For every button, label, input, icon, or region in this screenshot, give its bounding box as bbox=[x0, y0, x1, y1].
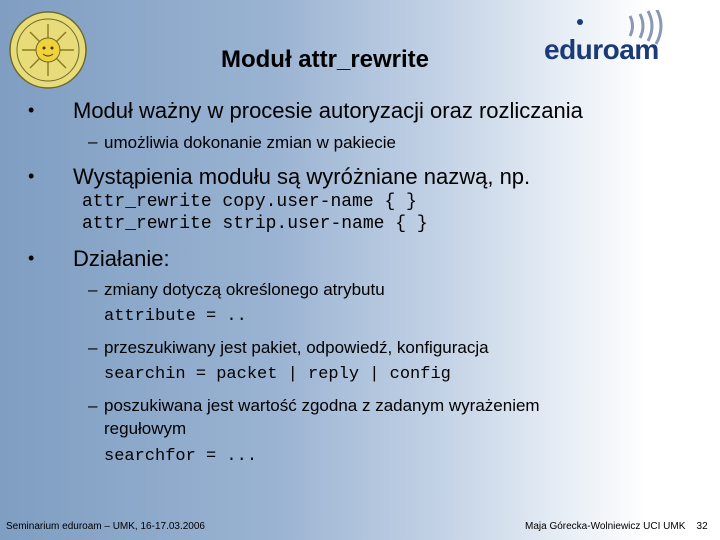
sub-bullet-text: poszukiwana jest wartość zgodna z zadanym wyrażeniem bbox=[104, 396, 540, 415]
university-emblem-logo bbox=[8, 8, 88, 92]
bullet-text: Moduł ważny w procesie autoryzacji oraz rozliczania bbox=[73, 98, 583, 123]
sub-bullet-mark: – bbox=[88, 338, 98, 357]
sub-bullet-mark: – bbox=[88, 132, 98, 151]
code-line: searchfor = ... bbox=[104, 447, 258, 466]
eduroam-wordmark bbox=[544, 34, 659, 66]
bullet-mark: • bbox=[28, 166, 35, 186]
bullet-text: Wystąpienia modułu są wyróżniane nazwą, np. bbox=[73, 164, 531, 189]
bullet-mark: • bbox=[28, 100, 35, 120]
slide-title: Moduł attr_rewrite bbox=[220, 46, 430, 73]
code-line: attr_rewrite strip.user-name { } bbox=[82, 214, 428, 234]
sub-bullet-mark: – bbox=[88, 280, 98, 299]
page-number: 32 bbox=[696, 521, 708, 532]
sub-bullet-continuation: regułowym bbox=[104, 419, 187, 438]
wordmark-edu: edu bbox=[544, 34, 593, 65]
footer-author: Maja Górecka-Wolniewicz UCI UMK bbox=[525, 521, 686, 532]
footer-author-page bbox=[525, 521, 708, 532]
code-line: attribute = .. bbox=[104, 307, 247, 326]
wordmark-roam: roam bbox=[592, 34, 659, 65]
sub-bullet-text: zmiany dotyczą określonego atrybutu bbox=[104, 280, 385, 299]
code-line: searchin = packet | reply | config bbox=[104, 365, 451, 384]
sub-bullet-text: umożliwia dokonanie zmian w pakiecie bbox=[104, 133, 396, 152]
sub-bullet-text: przeszukiwany jest pakiet, odpowiedź, konfiguracja bbox=[104, 338, 489, 357]
code-line: attr_rewrite copy.user-name { } bbox=[82, 192, 417, 212]
footer-event: Seminarium eduroam – UMK, 16-17.03.2006 bbox=[6, 521, 205, 532]
bullet-mark: • bbox=[28, 248, 35, 268]
bullet-text: Działanie: bbox=[73, 246, 170, 271]
eduroam-logo bbox=[540, 10, 670, 66]
sub-bullet-mark: – bbox=[88, 396, 98, 415]
